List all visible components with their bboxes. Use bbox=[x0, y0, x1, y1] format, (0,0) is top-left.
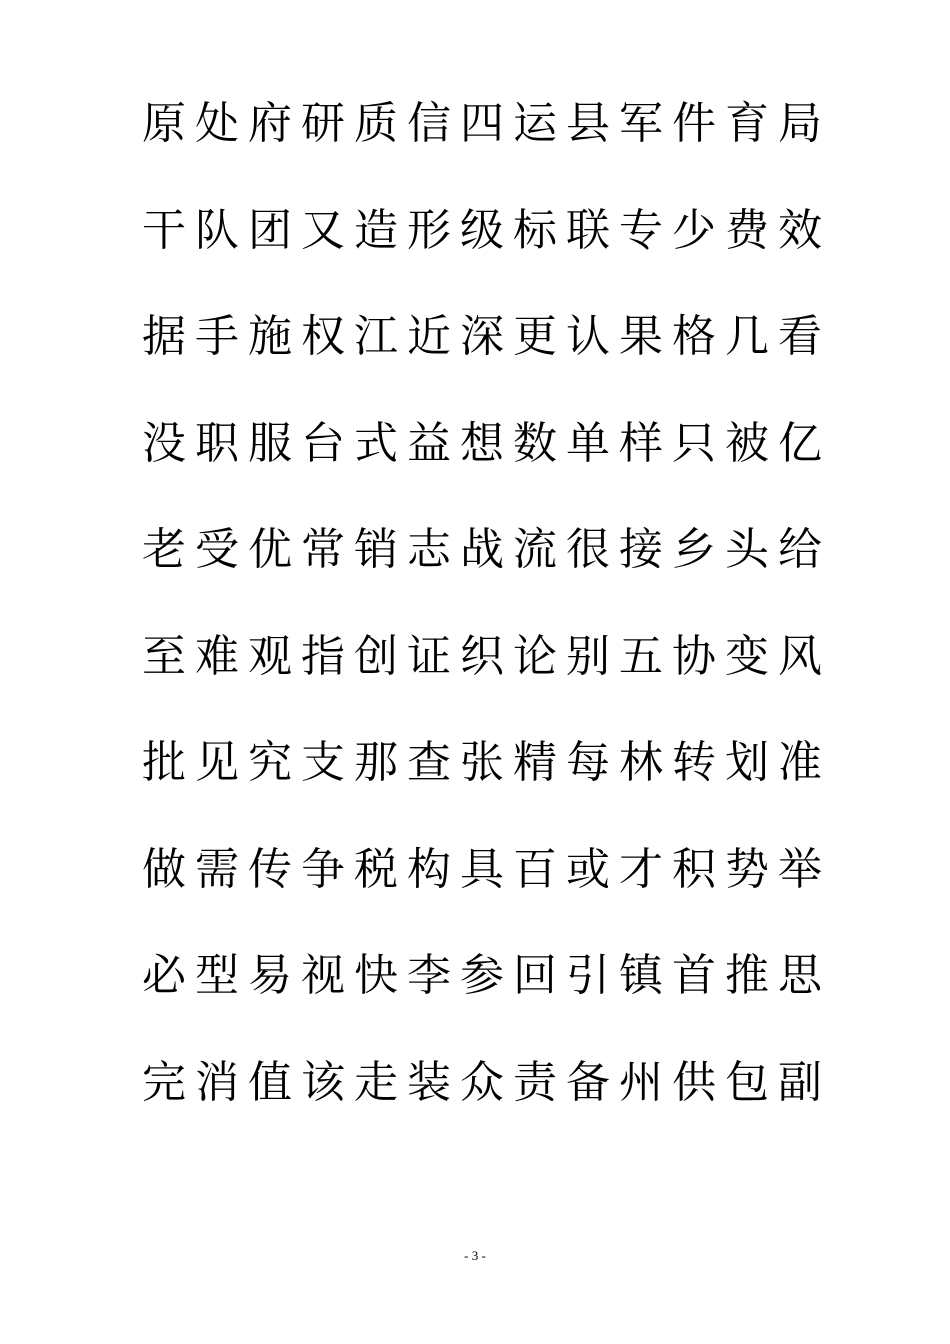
text-line-9: 必型易视快李参回引镇首推思 bbox=[142, 950, 831, 1001]
text-body bbox=[142, 98, 831, 1164]
text-line-10: 完消值该走装众责备州供包副 bbox=[142, 1056, 831, 1108]
text-line-5: 老受优常销志战流很接乡头给 bbox=[142, 524, 831, 575]
text-line-3: 据手施权江近深更认果格几看 bbox=[142, 311, 831, 362]
text-line-8: 做需传争税构具百或才积势举 bbox=[142, 843, 831, 895]
text-line-7: 批见究支那查张精每林转划准 bbox=[142, 737, 831, 788]
text-line-4: 没职服台式益想数单样只被亿 bbox=[142, 417, 831, 469]
text-line-2: 干队团又造形级标联专少费效 bbox=[142, 204, 831, 256]
page-number: - 3 - bbox=[464, 1248, 486, 1263]
text-line-6: 至难观指创证织论别五协变风 bbox=[142, 630, 831, 682]
text-line-1: 原处府研质信四运县军件育局 bbox=[142, 98, 831, 149]
